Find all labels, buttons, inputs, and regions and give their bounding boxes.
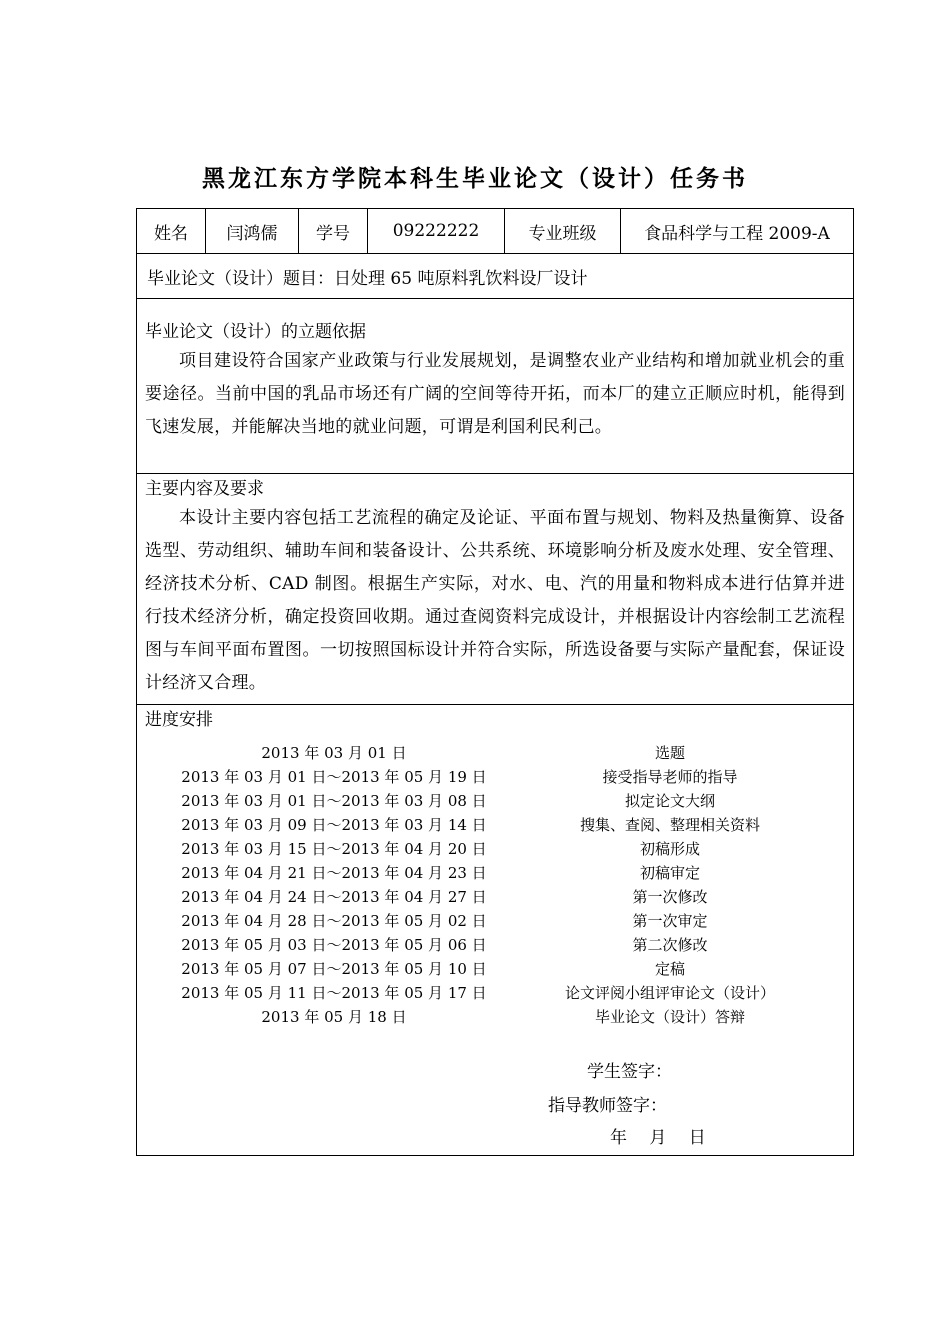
name-label: 姓名 [137,209,206,253]
schedule-date: 2013 年 03 月 01 日 [261,744,407,762]
schedule-date: 2013 年 04 月 28 日～2013 年 05 月 02 日 [181,912,487,930]
schedule-date: 2013 年 03 月 15 日～2013 年 04 月 20 日 [181,840,487,858]
schedule-task: 第一次修改 [632,888,708,906]
task-form-table [136,208,854,1156]
student-id-label: 学号 [299,209,368,253]
content-heading: 主要内容及要求 [145,479,264,499]
schedule-date: 2013 年 03 月 01 日～2013 年 03 月 08 日 [181,792,487,810]
signature-date-label: 年 月 日 [610,1128,706,1148]
schedule-section [137,705,853,1155]
student-signature-label: 学生签字： [587,1062,672,1082]
schedule-item [145,981,845,1005]
basis-heading: 毕业论文（设计）的立题依据 [145,322,366,342]
schedule-task: 定稿 [654,960,685,978]
document-title: 黑龙江东方学院本科生毕业论文（设计）任务书 [202,165,748,192]
student-info-row [137,209,853,254]
schedule-task: 搜集、查阅、整理相关资料 [579,816,760,834]
schedule-task: 拟定论文大纲 [624,792,715,810]
schedule-task: 接受指导老师的指导 [602,768,738,786]
schedule-task: 论文评阅小组评审论文（设计） [564,984,775,1002]
class-value: 食品科学与工程 2009-A [644,223,830,244]
schedule-item [145,957,845,981]
schedule-item [145,909,845,933]
schedule-task: 第二次修改 [632,936,708,954]
schedule-heading: 进度安排 [145,710,213,730]
schedule-item [145,933,845,957]
schedule-date: 2013 年 05 月 03 日～2013 年 05 月 06 日 [181,936,487,954]
schedule-date: 2013 年 05 月 07 日～2013 年 05 月 10 日 [181,960,487,978]
schedule-date: 2013 年 05 月 18 日 [261,1008,407,1026]
schedule-item [145,741,845,765]
basis-text: 项目建设符合国家产业政策与行业发展规划，是调整农业产业结构和增加就业机会的重要途径。当前中国的乳品市场还有广阔的空间等待开拓，而本厂的建立正顺应时机，能得到飞速发展，并能解决当地的就业问题，可谓是利国利民利己。 [145,351,845,437]
schedule-date: 2013 年 04 月 21 日～2013 年 04 月 23 日 [181,864,487,882]
student-id-value: 09222222 [368,209,505,253]
schedule-task: 毕业论文（设计）答辩 [594,1008,745,1026]
schedule-date: 2013 年 03 月 09 日～2013 年 03 月 14 日 [181,816,487,834]
schedule-task: 选题 [654,744,685,762]
schedule-date: 2013 年 05 月 11 日～2013 年 05 月 17 日 [181,984,487,1002]
schedule-task: 初稿审定 [639,864,700,882]
schedule-date: 2013 年 04 月 24 日～2013 年 04 月 27 日 [181,888,487,906]
schedule-item [145,861,845,885]
schedule-item [145,885,845,909]
basis-section [137,299,853,474]
thesis-topic-row [137,254,853,299]
thesis-topic: 毕业论文（设计）题目：日处理 65 吨原料乳饮料设厂设计 [147,268,588,289]
class-label: 专业班级 [505,209,621,253]
content-section [137,474,853,705]
schedule-task: 初稿形成 [639,840,700,858]
schedule-item [145,789,845,813]
schedule-item [145,765,845,789]
schedule-date: 2013 年 03 月 01 日～2013 年 05 月 19 日 [181,768,487,786]
teacher-signature-label: 指导教师签字： [548,1096,667,1116]
schedule-item [145,837,845,861]
schedule-list [145,741,845,1029]
schedule-item [145,1005,845,1029]
schedule-item [145,813,845,837]
name-value: 闫鸿儒 [206,209,299,253]
schedule-task: 第一次审定 [632,912,708,930]
content-text: 本设计主要内容包括工艺流程的确定及论证、平面布置与规划、物料及热量衡算、设备选型、劳动组织、辅助车间和装备设计、公共系统、环境影响分析及废水处理、安全管理、经济技术分析、CAD 制图。根据生产实际，对水、电、汽的用量和物料成本进行估算并进行技术经济分析，确定投资回收期。通过查阅资料完成设计，并根据设计内容绘制工艺流程图与车间平面布置图。一切按照国标设计并符合实际，所选设备要与实际产量配套，保证设计经济又合理。 [145,508,845,693]
